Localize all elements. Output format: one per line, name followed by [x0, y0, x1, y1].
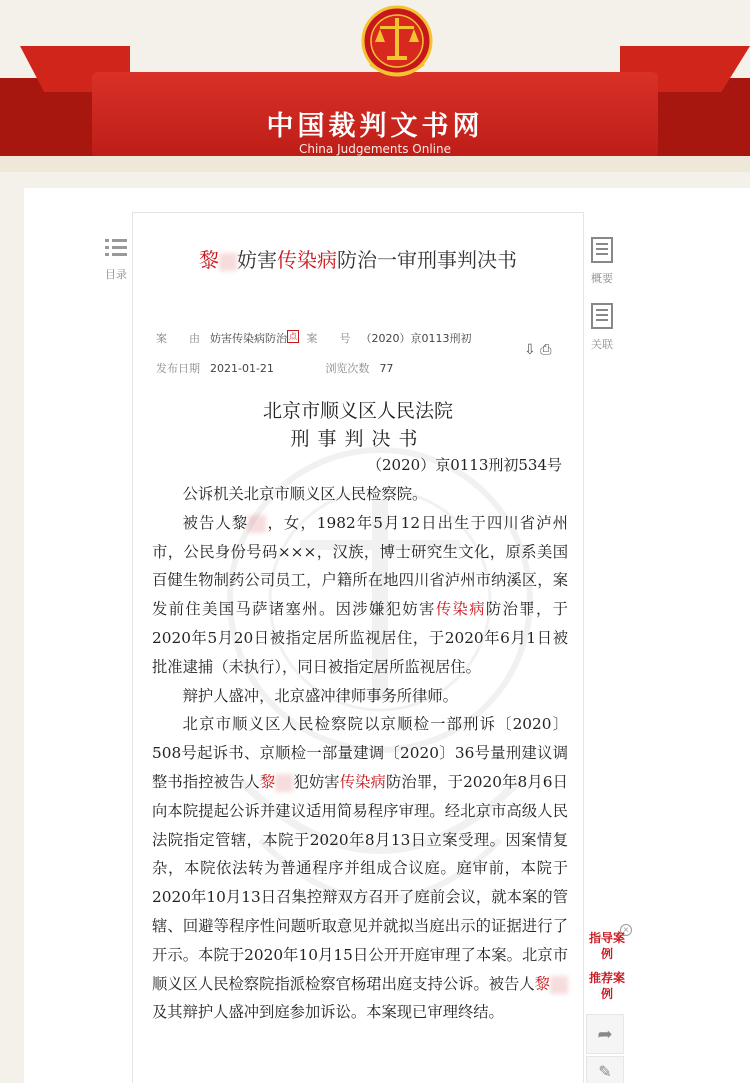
share-button[interactable] [586, 1014, 624, 1054]
site-subtitle: China Judgements Online [298, 142, 451, 156]
pencil-icon: ✎ [598, 1062, 612, 1081]
keyword-highlight: 传染病 [435, 600, 486, 619]
right-sidebar [586, 236, 618, 368]
title-keyword: 传染病 [277, 248, 337, 272]
document-type: 刑事判决书 [290, 428, 426, 450]
title-mid: 妨害 [237, 248, 277, 272]
defendant-details: ，女，1982年5月12日出生于四川省泸州市，公民身份号码×××，汉族，博士研究生文化，原系美国百健生物制药公司员工，户籍所在地四川省泸州市纳溪区，案发前住美国马萨诸塞州。因涉嫌犯妨害 [152, 513, 568, 619]
guide-cases-link[interactable]: 指导案例 [588, 931, 625, 961]
banner-strip [0, 156, 750, 172]
case-number: （2020）京0113刑初534号 [367, 456, 562, 474]
court-emblem-icon [360, 4, 434, 82]
redaction-blur [275, 774, 293, 792]
document-title [132, 244, 584, 273]
recommended-cases-link[interactable]: 推荐案例 [588, 971, 625, 1001]
proceedings-part-c: 防治罪，于2020年8月6日向本院提起公诉并建议适用简易程序审理。经北京市高级人民法院指定管辖，本院于2020年8月13日立案受理。因案情复杂，本院依法转为普通程序并组成合议庭。庭审前，本院于2020年10月13日召集控辩双方召开了庭前会议，就本案的管辖、回避等程序性问题听取意见并就拟当庭出示的证据进行了开示。本院于2020年10月15日公开开庭审理了本案。北京市顺义区人民检察院指派检察官杨珺出庭支持公诉。被告人 [152, 772, 568, 993]
title-suffix: 防治一审刑事判决书 [337, 248, 517, 272]
document-summary-icon [590, 236, 614, 264]
related-label: 关联 [591, 338, 613, 351]
site-title[interactable]: 中国裁判文书网 [266, 111, 484, 142]
publish-key: 发布日期 [156, 362, 200, 375]
cause-key: 案 由 [156, 332, 200, 345]
paragraph-defendant [152, 509, 568, 682]
case-no-value: （2020）京0113刑初 [360, 332, 472, 345]
keyword-highlight: 传染病 [339, 772, 386, 791]
toc-button[interactable] [96, 236, 136, 282]
meta-row-publish [156, 360, 393, 376]
tool-icons [524, 342, 551, 358]
site-header [0, 0, 750, 172]
publish-value: 2021-01-21 [210, 362, 274, 375]
redaction-blur [550, 976, 568, 994]
defendant-name-highlight: 黎 [534, 974, 550, 993]
share-icon: ➦ [597, 1024, 613, 1045]
proceedings-part-a: 北京市顺义区人民检察院以京顺检一部刑诉〔2020〕508号起诉书、京顺检一部量建调〔2020〕36号量刑建议调整书指控被告人 [152, 715, 568, 791]
related-docs-icon [590, 302, 614, 330]
proceedings-part-b: 犯妨害 [293, 772, 340, 791]
redaction-blur [248, 515, 266, 533]
paragraph-prosecutor: 公诉机关北京市顺义区人民检察院。 [182, 485, 428, 503]
download-icon[interactable]: ⇩ [524, 342, 536, 358]
redaction-blur [219, 253, 237, 271]
case-float-panel [588, 930, 626, 1010]
views-value: 77 [379, 362, 394, 375]
views-key: 浏览次数 [325, 362, 370, 375]
summary-label: 概要 [591, 272, 613, 285]
cause-value[interactable]: 妨害传染病防治 [210, 332, 287, 345]
defendant-name-highlight: 黎 [259, 772, 276, 791]
summary-button[interactable] [586, 236, 618, 286]
related-button[interactable] [586, 302, 618, 352]
paragraph-defense: 辩护人盛冲，北京盛冲律师事务所律师。 [182, 686, 458, 705]
edit-button[interactable] [586, 1056, 624, 1083]
proceedings-part-d: 及其辩护人盛冲到庭参加诉讼。本案现已审理终结。 [152, 1003, 504, 1022]
print-icon[interactable]: ⎙ [540, 342, 552, 358]
paragraph-proceedings [152, 710, 568, 1027]
defendant-custody: 防治罪，于2020年5月20日被指定居所监视居住，于2020年6月1日被批准逮捕（未执行），同日被指定居所监视居住。 [152, 600, 568, 676]
document-body [152, 480, 568, 1027]
defendant-intro: 被告人黎 [182, 513, 249, 532]
close-icon[interactable]: × [620, 924, 632, 936]
list-icon [103, 236, 129, 260]
cause-tag[interactable]: 点 [289, 332, 297, 341]
toc-label: 目录 [105, 268, 127, 281]
case-no-key: 案 号 [306, 332, 351, 345]
court-name: 北京市顺义区人民法院 [262, 400, 453, 422]
title-defendant-name: 黎 [199, 248, 219, 272]
meta-row-cause [156, 330, 472, 346]
